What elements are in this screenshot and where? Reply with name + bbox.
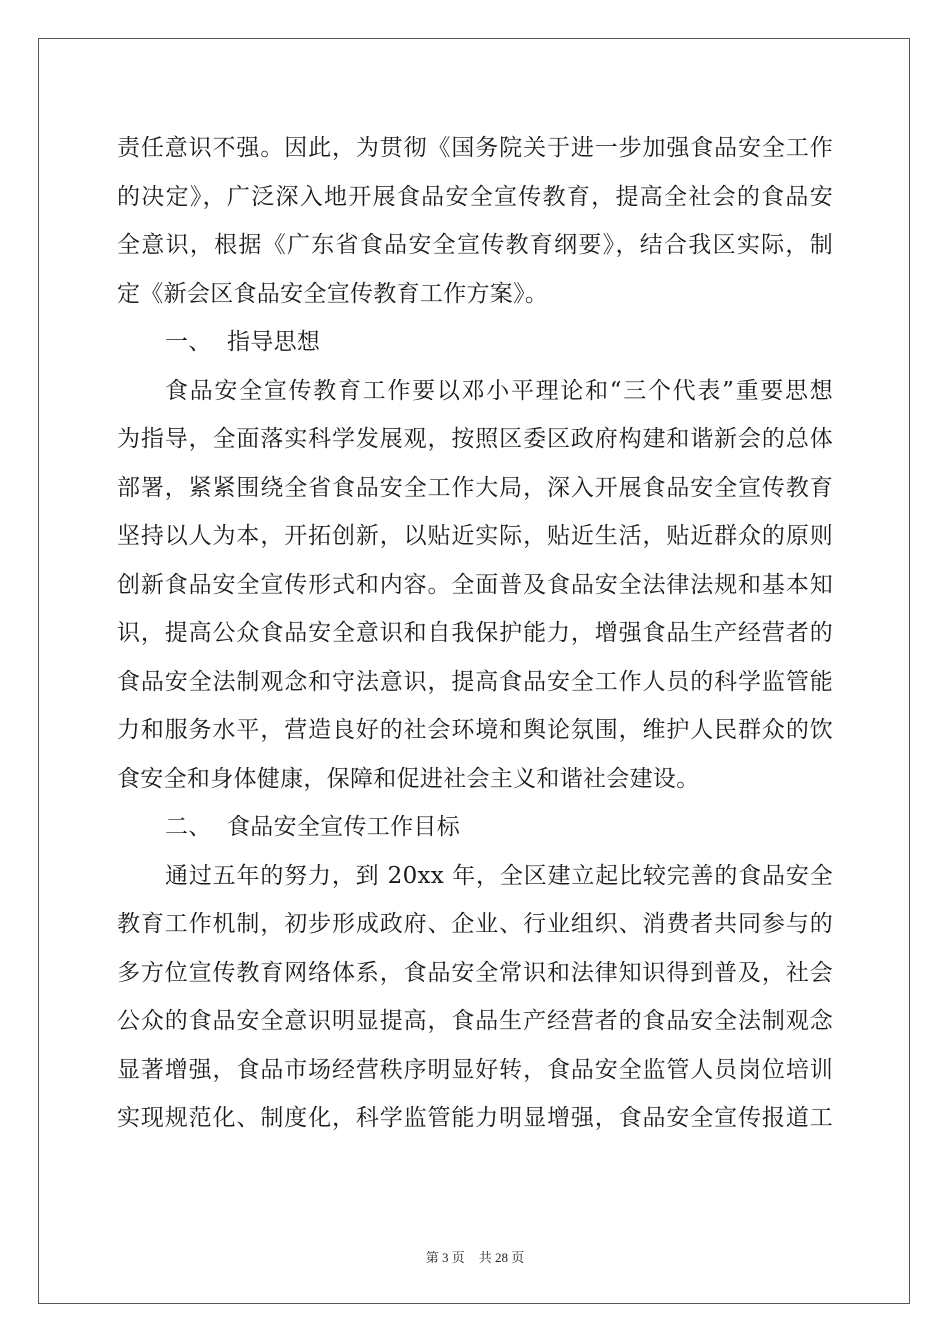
page-footer [0,1247,950,1266]
text-line: 公众的食品安全意识明显提高，食品生产经营者的食品安全法制观念 [117,1008,833,1034]
text-line: 为指导，全面落实科学发展观，按照区委区政府构建和谐新会的总体 [117,426,833,452]
text-line: 创新食品安全宣传形式和内容。全面普及食品安全法律法规和基本知 [117,571,833,598]
text-line: 食品安全宣传教育工作要以邓小平理论和“三个代表”重要思想 [165,377,833,404]
text-line: 显著增强，食品市场经营秩序明显好转，食品安全监管人员岗位培训 [117,1056,833,1083]
text-line: 力和服务水平，营造良好的社会环境和舆论氛围，维护人民群众的饮 [117,717,833,743]
total-pages: 共 28 页 [478,1250,525,1265]
text-line: 通过五年的努力，到 20xx 年，全区建立起比较完善的食品安全 [165,862,833,889]
text-line: 的决定》，广泛深入地开展食品安全宣传教育，提高全社会的食品安 [117,183,833,210]
text-line: 全意识，根据《广东省食品安全宣传教育纲要》，结合我区实际，制 [117,232,833,258]
heading-number: 二、 [165,814,212,840]
section-heading-2 [117,803,833,852]
heading-text: 指导思想 [227,329,321,355]
heading-number: 一、 [165,329,212,355]
text-line: 定《新会区食品安全宣传教育工作方案》。 [117,280,549,307]
text-line: 实现规范化、制度化，科学监管能力明显增强，食品安全宣传报道工 [117,1105,833,1131]
document-body [117,124,833,1143]
text-line: 教育工作机制，初步形成政府、企业、行业组织、消费者共同参与的 [117,911,833,937]
heading-text: 食品安全宣传工作目标 [227,814,460,840]
current-page-number: 第 3 页 [425,1250,465,1265]
text-line: 多方位宣传教育网络体系，食品安全常识和法律知识得到普及，社会 [117,959,833,986]
text-line: 食品安全法制观念和守法意识，提高食品安全工作人员的科学监管能 [117,668,833,695]
text-line: 食安全和身体健康，保障和促进社会主义和谐社会建设。 [117,765,700,792]
text-line: 责任意识不强。因此，为贯彻《国务院关于进一步加强食品安全工作 [117,135,833,161]
text-line: 部署，紧紧围绕全省食品安全工作大局，深入开展食品安全宣传教育 [117,474,833,501]
text-line: 坚持以人为本，开拓创新，以贴近实际，贴近生活，贴近群众的原则 [117,523,833,549]
text-line: 识，提高公众食品安全意识和自我保护能力，增强食品生产经营者的 [117,620,833,646]
section-heading-1 [117,318,833,367]
